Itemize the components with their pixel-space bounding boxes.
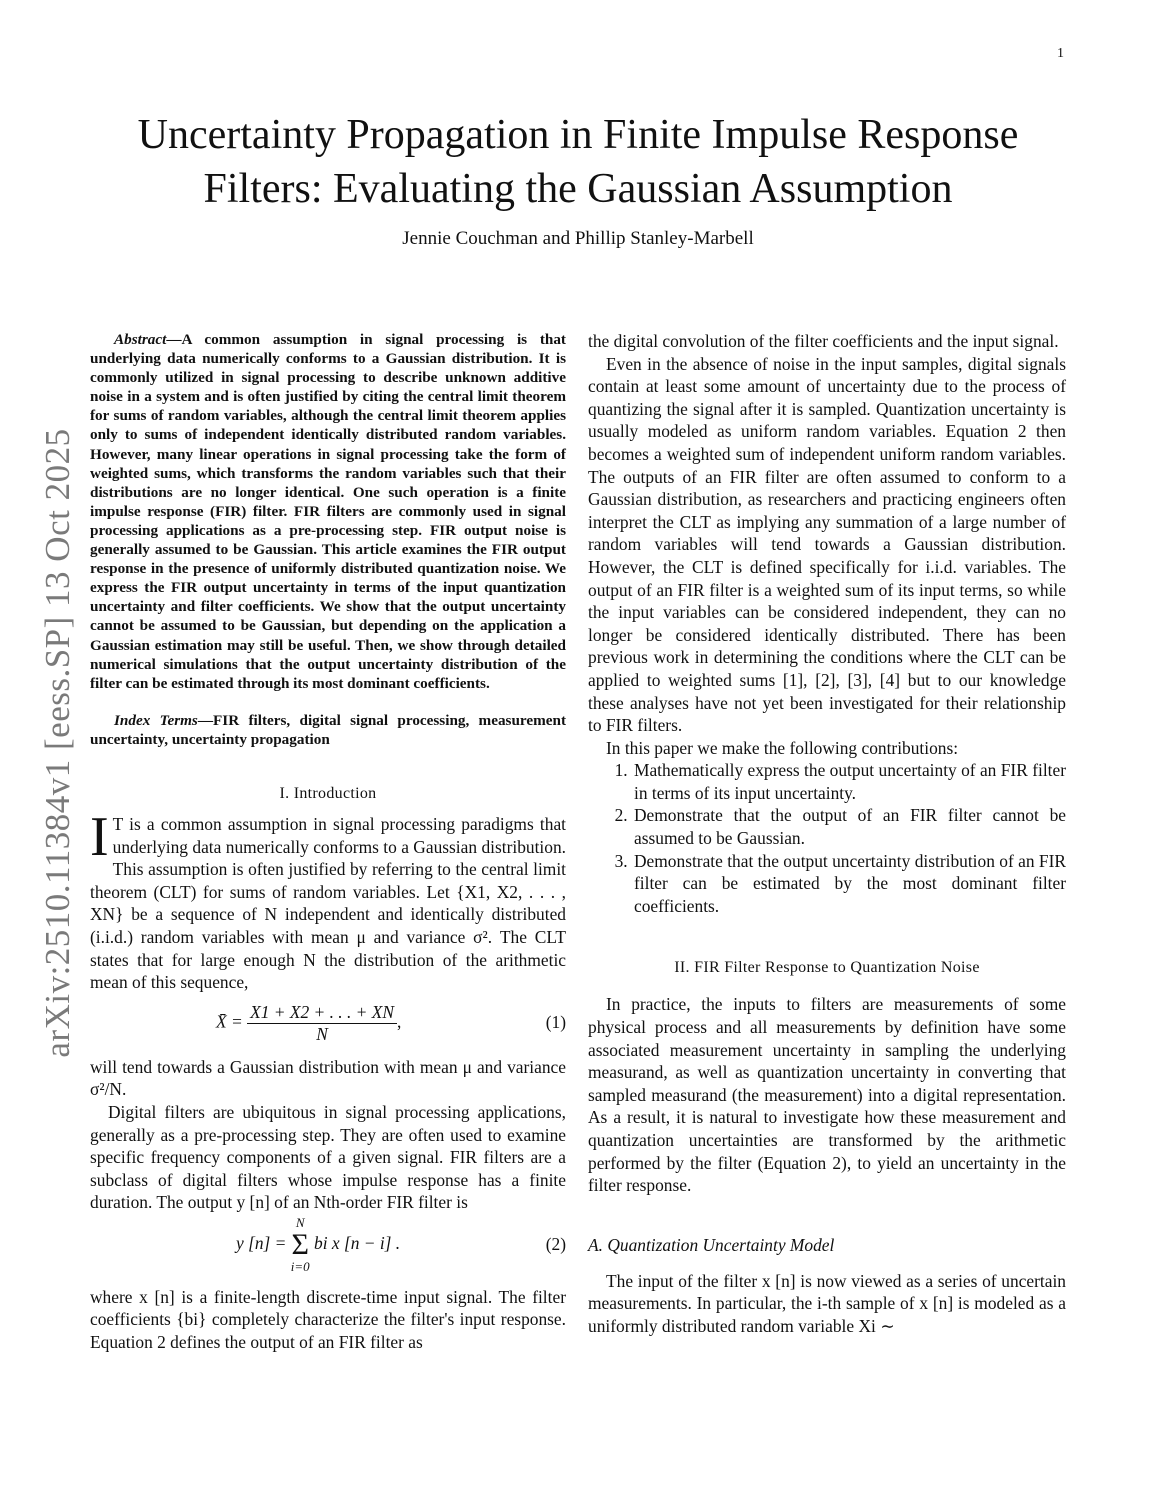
title-line-2: Filters: Evaluating the Gaussian Assumption: [203, 166, 953, 212]
right-paragraph-3: In this paper we make the following contributions:: [606, 737, 959, 758]
page-number: 1: [1057, 46, 1064, 61]
eq1-numerator: X1 + X2 + . . . + XN: [247, 1002, 397, 1024]
paper-title: [60, 108, 1096, 216]
contributions-list: [588, 759, 1066, 917]
index-terms: [90, 711, 566, 749]
equation-1: X̄ = $\frac{X1 + X2 + . . . + XN}{N}$ , (1): [216, 1001, 566, 1044]
right-paragraph-2: Even in the absence of noise in the input samples, digital signals contain at least some amount of uncertainty due to the process of quantizing the signal after it is sampled. Quantization uncertainty is usually modeled as uniform random variables. Equation 2 then becomes a weighted sum of independent uniform random variables. The outputs of an FIR filter are often assumed to conform to a Gaussian distribution, as researchers and practicing engineers often interpret the CLT as implying any summation of a large number of random variables will tend towards a Gaussian distribution. However, the CLT is defined specifically for i.i.d. variables. The output of an FIR filter is a weighted sum of its input terms, so while the input variables can be considered independent, they can no longer be considered identically distributed. There has been previous work in determining the conditions where the CLT can be applied to weighted sums [1], [2], [3], [4] but to our knowledge these analyses have not yet been investigated for their relationship to FIR filters.: [588, 353, 1066, 736]
subsection-heading-quantization-model: A. Quantization Uncertainty Model: [588, 1234, 835, 1255]
right-column: [588, 330, 1066, 1338]
right-paragraph-1: the digital convolution of the filter coefficients and the input signal.: [588, 331, 1059, 351]
abstract-text: —A common assumption in signal processing is that underlying data numerically conforms to a Gaussian distribution. It is commonly utilized in signal processing to describe unknown additive noise in a system and is often justified by citing the central limit theorem for sums of random variables, although the central limit theorem applies only to sums of independent identically distributed random variables. However, many linear operations in signal processing take the form of weighted sums, which transforms the random variables such that their distributions are no longer identical. One such operation is a finite impulse response (FIR) filter. FIR filters are commonly used in signal processing applications as a pre-processing step. FIR output noise is generally assumed to be Gaussian. This article examines the FIR output response in the presence of uniformly distributed quantization noise. We express the FIR output uncertainty in terms of the input quantization uncertainty and filter coefficients. We show that the output uncertainty cannot be assumed to be Gaussian, but depending on the application a Gaussian estimation may still be useful. Then, we show through detailed numerical simulations that the output uncertainty distribution of the filter can be estimated through its most dominant coefficients.: [90, 331, 566, 692]
section2-paragraph-1: In practice, the inputs to filters are measurements of some physical process and all measurements by definition have some associated measurement uncertainty in sampling the underlying measurand, as well as quantization uncertainty in converting that sampled measurand (the measurement) into a digital representation. As a result, it is natural to investigate how these measurement and quantization uncertainties are transformed by the arithmetic performed by the filter (Equation 2), to yield an uncertainty in the filter response.: [588, 994, 1066, 1196]
eq1-denominator: N: [316, 1023, 328, 1044]
intro-paragraph-1-text: T is a common assumption in signal processing paradigms that underlying data numerically conforms to a Gaussian distribution. This assumption is often justified by referring to the central limit theorem (CLT) for sums of random variables. Let {X1, X2, . . . , XN} be a sequence of N independent and identically distributed (i.i.d.) random variables with mean μ and variance σ². The CLT states that for large enough N the distribution of the arithmetic mean of this sequence,: [90, 813, 566, 993]
eq1-number: (1): [545, 1011, 566, 1032]
intro-paragraph-3: Digital filters are ubiquitous in signal processing applications, generally as a pre-processing step. They are often used to examine specific frequency components of a given signal. FIR filters are a subclass of digital filters whose impulse response has a finite duration. The output y [n] of an Nth-order FIR filter is: [90, 1101, 566, 1213]
eq2-rhs: bi x [n − i] .: [314, 1232, 401, 1253]
eq2-number: (2): [545, 1233, 566, 1254]
left-column: [90, 330, 566, 1354]
contribution-item: 3. Demonstrate that the output uncertainty distribution of an FIR filter can be estimated by the most dominant filter coefficients.: [632, 850, 1066, 918]
intro-paragraph-2: will tend towards a Gaussian distribution with mean μ and variance σ²/N.: [90, 1056, 566, 1100]
intro-paragraph-1: [90, 805, 566, 994]
eq2-sum-bottom: i=0: [290, 1258, 310, 1274]
section-heading-introduction: I. Introduction: [279, 784, 377, 802]
eq2-sum-top: N: [295, 1214, 305, 1230]
eq1-fraction: [247, 1002, 397, 1045]
arxiv-stamp: arXiv:2510.11384v1 [eess.SP] 13 Oct 2025: [38, 428, 77, 1058]
authors: Jennie Couchman and Phillip Stanley-Marbell: [402, 228, 754, 249]
equation-2: [90, 1214, 566, 1286]
contribution-item: 2. Demonstrate that the output of an FIR filter cannot be assumed to be Gaussian.: [632, 804, 1066, 849]
eq2-summation: [291, 1216, 310, 1274]
title-line-1: Uncertainty Propagation in Finite Impulse Response: [137, 112, 1019, 158]
section2a-paragraph-1: The input of the filter x [n] is now viewed as a series of uncertain measurements. In particular, the i-th sample of x [n] is modeled as a uniformly distributed random variable Xi ∼: [588, 1270, 1066, 1336]
eq2-lhs: y [n] =: [236, 1232, 287, 1253]
contribution-item: 1. Mathematically express the output uncertainty of an FIR filter in terms of its input uncertainty.: [632, 759, 1066, 804]
drop-cap: I: [90, 805, 109, 868]
index-terms-label: Index Terms: [114, 711, 198, 729]
eq1-lhs: X̄ =: [216, 1011, 243, 1032]
intro-paragraph-4: where x [n] is a finite-length discrete-time input signal. The filter coefficients {bi} completely characterize the filter's input response. Equation 2 defines the output of an FIR filter as: [90, 1286, 566, 1353]
section-heading-fir-response: II. FIR Filter Response to Quantization Noise: [674, 959, 980, 977]
sigma-symbol: Σ: [291, 1227, 309, 1261]
abstract-label: Abstract: [114, 331, 167, 348]
index-terms-text: —FIR filters, digital signal processing, measurement uncertainty, uncertainty propagation: [90, 711, 567, 748]
abstract: [90, 330, 566, 693]
